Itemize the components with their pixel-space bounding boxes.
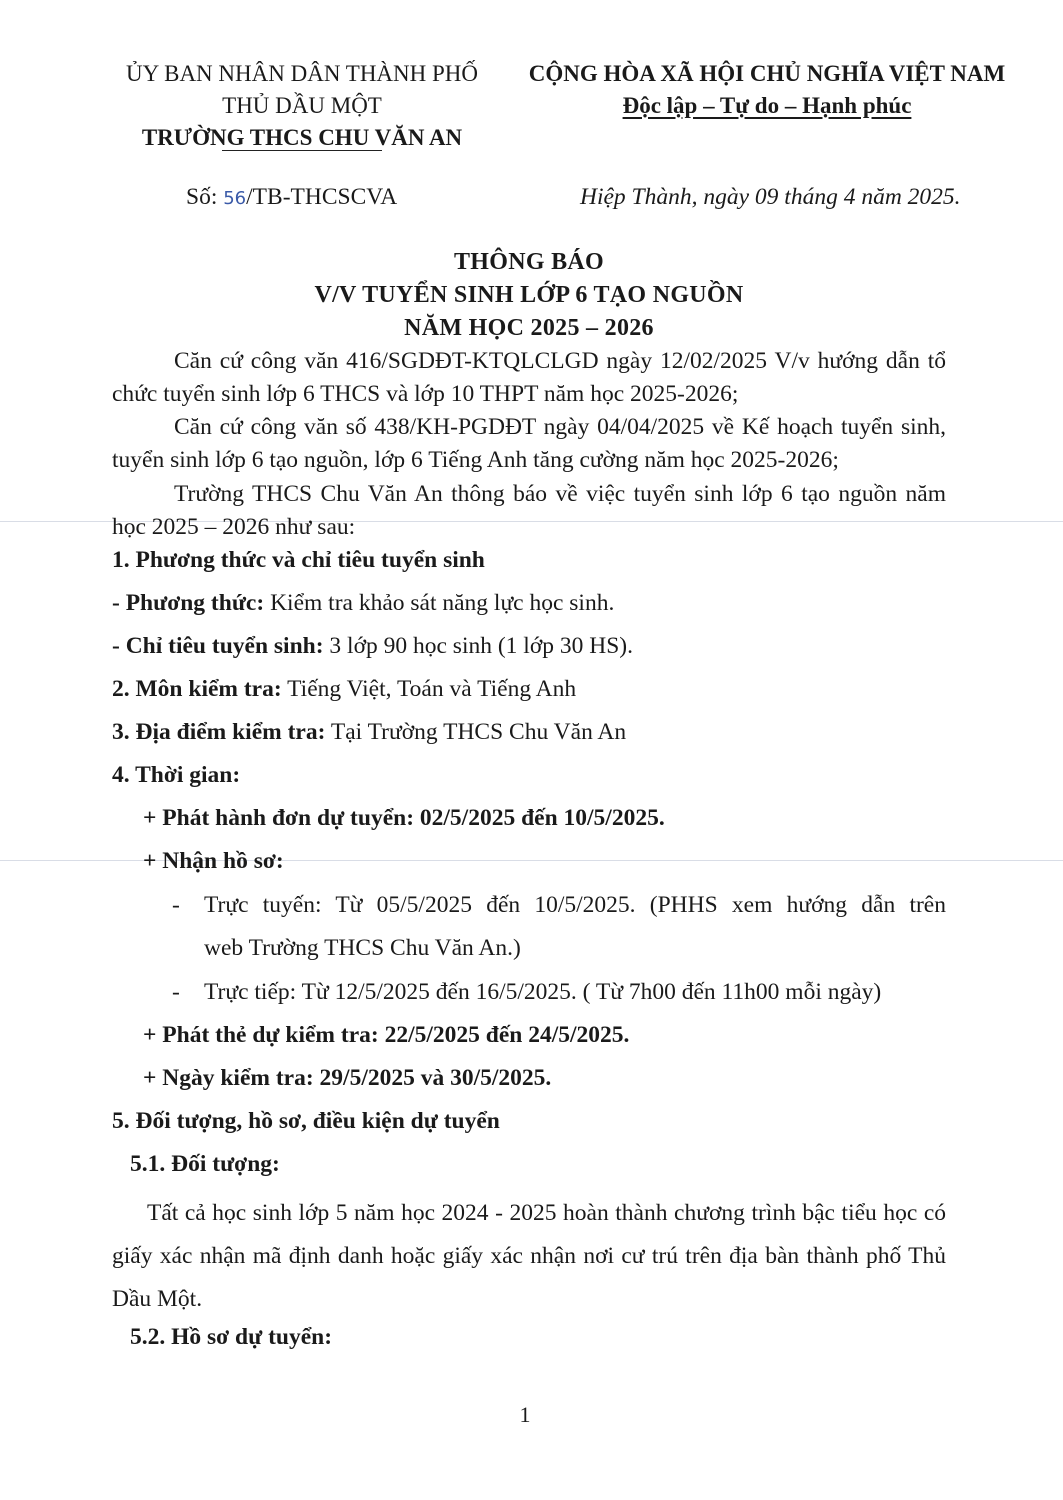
section-3 (112, 716, 626, 749)
section-2-value: Tiếng Việt, Toán và Tiếng Anh (281, 676, 577, 702)
section-3-label: 3. Địa điểm kiểm tra: (112, 719, 326, 745)
receive-docs: + Nhận hồ sơ: (143, 848, 284, 874)
issue-cards: + Phát thẻ dự kiểm tra: 22/5/2025 đến 24/5/2025. (143, 1022, 630, 1048)
issuer-line-2: THỦ DẦU MỘT (222, 93, 382, 118)
method-value: Kiểm tra khảo sát năng lực học sinh. (264, 590, 615, 616)
doc-number-prefix: Số: (186, 184, 224, 210)
section-2 (112, 673, 576, 706)
doc-number-handwritten: 56 (223, 188, 247, 209)
doc-number-suffix: /TB-THCSCVA (246, 184, 398, 210)
title-line-3: NĂM HỌC 2025 – 2026 (404, 315, 654, 341)
document-number (186, 181, 397, 215)
title-line-2: V/V TUYỂN SINH LỚP 6 TẠO NGUỒN (314, 282, 744, 308)
header-right (512, 58, 1022, 122)
header-left (112, 58, 492, 154)
preamble-1: Căn cứ công văn 416/SGDĐT-KTQLCLGD ngày 12/02/2025 V/v hướng dẫn tổ chức tuyển sinh lớp 6 THCS và lớp 10 THPT năm học 2025-2026; (112, 348, 946, 407)
method-label: - Phương thức: (112, 590, 265, 616)
section-5-heading: 5. Đối tượng, hồ sơ, điều kiện dự tuyển (112, 1108, 500, 1134)
issuer-line-1: ỦY BAN NHÂN DÂN THÀNH PHỐ (125, 61, 479, 86)
section-5-1-heading: 5.1. Đối tượng: (130, 1151, 280, 1177)
page-number: 1 (519, 1402, 531, 1427)
section-3-value: Tại Trường THCS Chu Văn An (325, 719, 627, 745)
title-line-1: THÔNG BÁO (453, 249, 605, 275)
national-title: CỘNG HÒA XÃ HỘI CHỦ NGHĨA VIỆT NAM (528, 61, 1006, 86)
preamble-3: Trường THCS Chu Văn An thông báo về việc tuyển sinh lớp 6 tạo nguồn năm học 2025 – 2026 như sau: (112, 481, 946, 540)
direct-submission: Trực tiếp: Từ 12/5/2025 đến 16/5/2025. ( Từ 7h00 đến 11h00 mỗi ngày) (204, 979, 882, 1005)
online-submission-cont: web Trường THCS Chu Văn An.) (204, 935, 521, 961)
section-5-1-text: Tất cả học sinh lớp 5 năm học 2024 - 2025 hoàn thành chương trình bậc tiểu học có giấy xác nhận mã định danh hoặc giấy xác nhận nơi cư trú trên địa bàn thành phố Thủ Dầu Một. (112, 1200, 946, 1312)
header-left-rule (222, 150, 382, 151)
section-4-heading: 4. Thời gian: (112, 762, 241, 788)
document-title (112, 246, 946, 345)
place-date: Hiệp Thành, ngày 09 tháng 4 năm 2025. (580, 184, 961, 210)
online-submission: Trực tuyến: Từ 05/5/2025 đến 10/5/2025. (PHHS xem hướng dẫn trên (204, 892, 946, 918)
issue-forms: + Phát hành đơn dự tuyển: 02/5/2025 đến 10/5/2025. (143, 805, 665, 831)
section-1-heading: 1. Phương thức và chỉ tiêu tuyển sinh (112, 547, 485, 573)
section-1-method (112, 587, 614, 620)
section-2-label: 2. Môn kiểm tra: (112, 676, 282, 702)
quota-value: 3 lớp 90 học sinh (1 lớp 30 HS). (323, 633, 634, 659)
online-dash: - (172, 892, 180, 918)
school-name: TRƯỜNG THCS CHU VĂN AN (141, 125, 463, 150)
preamble-2: Căn cứ công văn số 438/KH-PGDĐT ngày 04/04/2025 về Kế hoạch tuyển sinh, tuyển sinh lớp 6 tạo nguồn, lớp 6 Tiếng Anh tăng cường năm học 2025-2026; (112, 414, 946, 473)
quota-label: - Chỉ tiêu tuyển sinh: (112, 633, 324, 659)
test-days: + Ngày kiểm tra: 29/5/2025 và 30/5/2025. (143, 1065, 552, 1091)
direct-dash: - (172, 979, 180, 1005)
section-5-2-heading: 5.2. Hồ sơ dự tuyển: (130, 1324, 333, 1350)
national-motto: Độc lập – Tự do – Hạnh phúc (622, 93, 912, 118)
section-1-quota (112, 630, 633, 663)
